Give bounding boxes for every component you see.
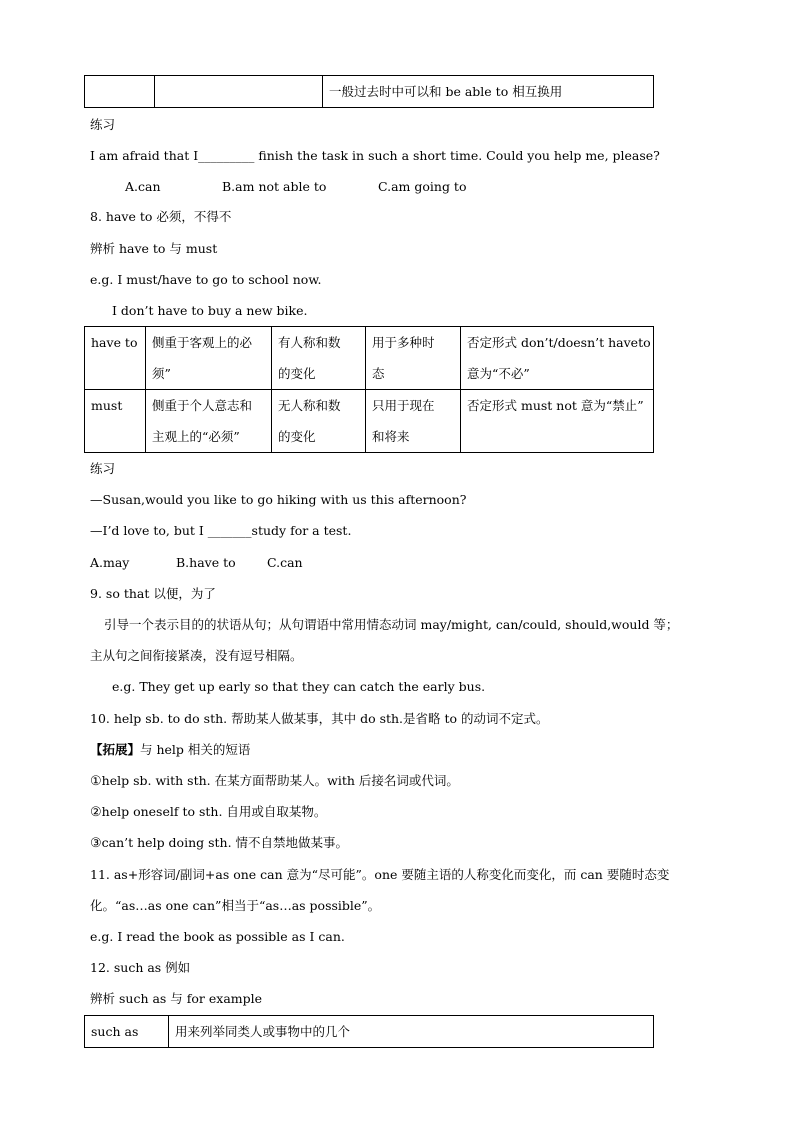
practice-dialog-2: —I’d love to, but I _______study for a test. [90, 523, 352, 538]
section-8-compare: 辨析 have to 与 must [90, 241, 218, 256]
practice-label-2: 练习 [90, 461, 116, 476]
table-cell: 只用于现在 和将来 [366, 390, 461, 453]
table-cell: 否定形式 don’t/doesn’t haveto 意为“不必” [461, 327, 654, 390]
have-to-must-table [84, 326, 654, 453]
option-c-2: C.can [267, 555, 303, 570]
top-table [84, 75, 654, 108]
table-cell-word: must [85, 390, 146, 453]
table-cell: 否定形式 must not 意为“禁止” [461, 390, 654, 453]
table-row [85, 390, 654, 453]
table-row [85, 327, 654, 390]
section-9-title: 9. so that 以便，为了 [90, 586, 216, 601]
table-cell: 侧重于客观上的必 须” [146, 327, 272, 390]
top-table-cell-2 [155, 76, 323, 108]
section-8-example-1: e.g. I must/have to go to school now. [90, 272, 322, 287]
section-11-title: 11. as+形容词/副词+as one can 意为“尽可能”。one 要随主语的人称变化而变化，而 can 要随时态变 [90, 867, 670, 882]
list-item: ①help sb. with sth. 在某方面帮助某人。with 后接名词或代词。 [90, 773, 459, 789]
practice-question-1: I am afraid that I_________ finish the task in such a short time. Could you help me, please? [90, 148, 660, 163]
top-table-cell-3: 一般过去时中可以和 be able to 相互换用 [323, 76, 654, 108]
option-a-1: A.can [125, 179, 161, 194]
table-row [85, 1016, 654, 1048]
table-cell: 用于多种时 态 [366, 327, 461, 390]
practice-dialog-1: —Susan,would you like to go hiking with us this afternoon? [90, 492, 467, 507]
table-cell: 无人称和数 的变化 [272, 390, 366, 453]
circled-number: ① [90, 774, 102, 789]
section-10-title: 10. help sb. to do sth. 帮助某人做某事，其中 do sth.是省略 to 的动词不定式。 [90, 711, 549, 726]
table-cell-word: such as [85, 1016, 169, 1048]
section-10-expand [90, 742, 250, 758]
expand-text: 与 help 相关的短语 [140, 742, 251, 757]
option-b-2: B.have to [176, 555, 236, 570]
section-8-title: 8. have to 必须，不得不 [90, 209, 232, 224]
table-cell-word: have to [85, 327, 146, 390]
option-c-1: C.am going to [378, 179, 467, 194]
section-9-example: e.g. They get up early so that they can catch the early bus. [112, 679, 486, 694]
option-a-2: A.may [90, 555, 130, 570]
section-12-title: 12. such as 例如 [90, 960, 191, 975]
table-cell: 有人称和数 的变化 [272, 327, 366, 390]
expand-bracket: 【拓展】 [90, 742, 141, 757]
circled-number: ② [90, 805, 102, 820]
table-cell: 用来列举同类人或事物中的几个 [169, 1016, 654, 1048]
list-item: ③can’t help doing sth. 情不自禁地做某事。 [90, 835, 349, 851]
such-as-table [84, 1015, 654, 1048]
top-table-cell-1 [85, 76, 155, 108]
section-12-compare: 辨析 such as 与 for example [90, 991, 263, 1006]
table-cell: 侧重于个人意志和 主观上的“必须” [146, 390, 272, 453]
section-11-example: e.g. I read the book as possible as I can. [90, 929, 345, 944]
practice-label-1: 练习 [90, 117, 116, 132]
option-b-1: B.am not able to [222, 179, 327, 194]
list-item: ②help oneself to sth. 自用或自取某物。 [90, 804, 327, 820]
section-11-title-cont: 化。“as…as one can”相当于“as…as possible”。 [90, 898, 381, 913]
section-8-example-2: I don’t have to buy a new bike. [112, 303, 308, 318]
circled-number: ③ [90, 836, 102, 851]
section-9-desc-1: 引导一个表示目的的状语从句；从句谓语中常用情态动词 may/might, can/could, should,would 等； [104, 617, 679, 632]
section-9-desc-2: 主从句之间衔接紧凑，没有逗号相隔。 [90, 648, 303, 663]
